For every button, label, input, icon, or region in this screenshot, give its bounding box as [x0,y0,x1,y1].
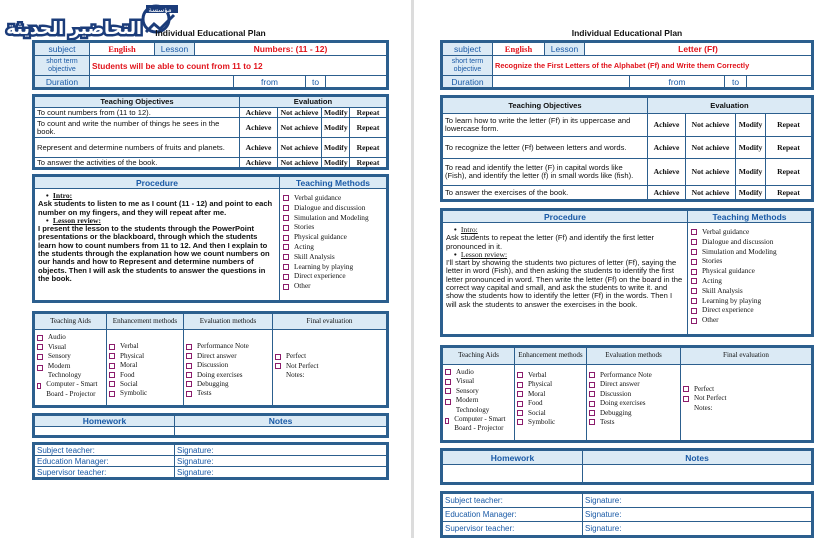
checkbox-icon[interactable] [691,259,697,265]
checkbox-icon[interactable] [186,372,192,378]
checkbox-icon[interactable] [186,344,192,350]
checkbox-icon[interactable] [691,249,697,255]
method-item: Simulation and Modeling [283,213,383,223]
lesson-title: Numbers: (11 - 12) [195,43,387,56]
checkbox-icon[interactable] [691,269,697,275]
method-item: Dialogue and discussion [283,203,383,213]
procedure-table [34,176,387,301]
eval-method-item: Doing exercises [197,370,243,379]
method-item: Verbal guidance [691,227,808,237]
header-table [34,42,387,88]
checkbox-icon[interactable] [691,318,697,324]
checkbox-icon[interactable] [683,386,689,392]
aid-item: Computer - Smart Board - Projector [46,380,98,398]
enhancement-item: Symbolic [120,389,148,398]
intro-text: Ask students to listen to me as I count (11 - 12) and point to each number on my fingers, and they will repeat after me. [38,199,273,217]
homework-table [442,450,812,483]
eval-method-item: Tests [197,389,212,398]
notes-header: Notes [583,451,812,465]
objective-item: To count and write the number of things he sees in the book. [35,118,240,138]
to-value [747,76,812,88]
enhancement-methods-header: Enhancement methods [107,314,184,330]
notes-value [175,427,387,436]
checkbox-icon[interactable] [589,419,595,425]
checkbox-icon[interactable] [589,372,595,378]
evaluation-methods-header: Evaluation methods [587,348,681,365]
method-item: Verbal guidance [283,193,383,203]
checkbox-icon[interactable] [683,396,689,402]
lesson-review-label: Lesson review: [52,215,102,225]
subject-label: subject [35,43,90,56]
checkbox-icon[interactable] [37,344,43,350]
enhancement-item: Verbal [120,342,139,351]
checkbox-icon[interactable] [283,244,289,250]
eval-repeat: Repeat [766,186,812,200]
logo-text-top: مؤسسة [148,6,172,14]
eval-method-item: Direct answer [600,380,640,389]
method-item: Simulation and Modeling [691,247,808,257]
eval-method-item: Discussion [600,389,632,398]
checkbox-icon[interactable] [445,379,451,385]
final-eval-item: Not Perfect [286,361,319,370]
eval-repeat: Repeat [350,138,387,158]
procedure-header: Procedure [443,211,688,223]
checkbox-icon[interactable] [109,363,115,369]
checkbox-icon[interactable] [517,410,523,416]
checkbox-icon[interactable] [589,391,595,397]
checkbox-icon[interactable] [275,354,281,360]
checkbox-icon[interactable] [275,363,281,369]
eval-modify: Modify [736,114,766,137]
checkbox-icon[interactable] [517,401,523,407]
checkbox-icon[interactable] [517,419,523,425]
eval-method-item: Debugging [197,380,229,389]
checkbox-icon[interactable] [283,274,289,280]
eval-modify: Modify [322,158,350,168]
homework-table [34,415,387,436]
checkbox-icon[interactable] [691,239,697,245]
eval-achieve: Achieve [648,159,686,186]
procedure-table [442,210,812,335]
to-label: to [306,76,326,88]
teaching-methods-header: Teaching Methods [280,177,387,189]
notes-header: Notes [175,416,387,427]
teaching-methods-list [280,189,387,301]
document-page-1 [0,0,411,538]
checkbox-icon[interactable] [445,388,451,394]
method-item: Stories [691,256,808,266]
checkbox-icon[interactable] [589,401,595,407]
objective-item: To learn how to write the letter (Ff) in its uppercase and lowercase form. [443,114,648,137]
eval-repeat: Repeat [350,158,387,168]
to-value [326,76,387,88]
homework-header: Homework [443,451,583,465]
intro-label: Intro: [460,225,478,234]
eval-not-achieve: Not achieve [278,108,322,118]
method-item: Other [691,315,808,325]
teaching-aids-list [35,330,107,406]
aid-item: Sensory [456,386,479,395]
eval-not-achieve: Not achieve [686,159,736,186]
checkbox-icon[interactable] [37,383,41,389]
eval-method-item: Performance Note [600,371,652,379]
checkbox-icon[interactable] [186,391,192,397]
aid-item: Audio [48,333,66,342]
supervisor-teacher-label: Supervisor teacher: [443,522,583,536]
checkbox-icon[interactable] [283,205,289,211]
checkbox-icon[interactable] [37,335,43,341]
eval-method-item: Discussion [197,361,229,370]
checkbox-icon[interactable] [186,381,192,387]
eval-method-item: Tests [600,418,615,427]
checkbox-icon[interactable] [109,372,115,378]
eval-modify: Modify [322,138,350,158]
signature-table [34,444,387,478]
teaching-objectives-header: Teaching Objectives [35,97,240,108]
subject-teacher-label: Subject teacher: [35,445,175,456]
checkbox-icon[interactable] [109,381,115,387]
checkbox-icon[interactable] [445,418,449,424]
signature-label: Signature: [175,467,387,478]
header-table [442,42,812,88]
eval-method-item: Direct answer [197,351,237,360]
final-eval-item: Perfect [694,385,715,393]
method-item: Other [283,281,383,291]
checkbox-icon[interactable] [445,399,451,405]
eval-repeat: Repeat [766,159,812,186]
short-term-objective: Recognize the First Letters of the Alphabet (Ff) and Write them Correctly [493,56,812,76]
eval-achieve: Achieve [648,114,686,137]
education-manager-label: Education Manager: [443,508,583,522]
lesson-review-label: Lesson review: [460,249,508,259]
enhancement-item: Social [528,408,546,417]
objectives-table [34,96,387,168]
eval-repeat: Repeat [766,137,812,159]
duration-value [493,76,630,88]
method-item: Skill Analysis [691,286,808,296]
enhancement-item: Moral [120,361,138,370]
checkbox-icon[interactable] [283,284,289,290]
checkbox-icon[interactable] [445,369,451,375]
procedure-header: Procedure [35,177,280,189]
eval-modify: Modify [736,159,766,186]
evaluation-methods-list [184,330,273,406]
lesson-review-text: I present the lesson to the students through the PowerPoint presentations or the blackboard, through which the students learn how to count numbers from 11 to 12. And then I explain to the students through the explanation how we count numbers on our hands and how to Represent and determine numbers of objects. Then I will ask the students to answer the questions in the book. [38,224,270,283]
eval-not-achieve: Not achieve [686,186,736,200]
method-item: Direct experience [691,305,808,315]
duration-value [90,76,234,88]
subject-label: subject [443,43,493,56]
checkbox-icon[interactable] [283,195,289,201]
eval-repeat: Repeat [350,108,387,118]
final-eval-item: Not Perfect [694,394,727,403]
eval-not-achieve: Not achieve [278,158,322,168]
eval-modify: Modify [736,186,766,200]
enhancement-item: Symbolic [528,418,556,427]
checkbox-icon[interactable] [283,264,289,270]
supervisor-teacher-label: Supervisor teacher: [35,467,175,478]
eval-modify: Modify [736,137,766,159]
aids-table [442,347,812,441]
aid-item: Audio [456,368,474,376]
eval-method-item: Debugging [600,408,632,417]
notes-value [583,465,812,483]
final-evaluation-header: Final evaluation [681,348,812,365]
plan-title: Individual Educational Plan [571,28,683,38]
objective-item: To answer the exercises of the book. [443,186,648,200]
teaching-objectives-header: Teaching Objectives [443,98,648,114]
homework-header: Homework [35,416,175,427]
from-label: from [630,76,725,88]
procedure-body: • Intro: Ask students to repeat the letter (Ff) and identify the first letter pronounced in it. • Lesson review: I'll start by showing the students two pictures of letter (Ff), saying the letter in word (Fish), and then asking the students to identify the first letter pronounced in word. Then write the letter (Ff) on the board in the correct way capital and small, and ask the students to write it. and show the students how to identify the letter (Ff) in the words. Then I will ask the students to answer the exercises in the book. [443,223,688,335]
final-evaluation-list [273,330,387,406]
duration-label: Duration [443,76,493,88]
evaluation-methods-header: Evaluation methods [184,314,273,330]
document-page-2 [414,0,831,538]
checkbox-icon[interactable] [517,372,523,378]
evaluation-methods-list [587,365,681,441]
method-item: Learning by playing [691,296,808,306]
checkbox-icon[interactable] [109,391,115,397]
plan-1 [32,26,389,480]
aid-item: Modern Technology [455,396,490,414]
enhancement-item: Food [120,370,135,379]
aid-item: Computer - Smart Board - Projector [454,415,506,433]
eval-not-achieve: Not achieve [686,137,736,159]
objective-item: To recognize the letter (Ff) between letters and words. [443,137,648,159]
checkbox-icon[interactable] [691,278,697,284]
homework-value [443,465,583,483]
final-eval-item: Perfect [286,352,307,361]
plan-2 [440,26,814,538]
plan-title: Individual Educational Plan [155,28,266,38]
method-item: Learning by playing [283,262,383,272]
checkbox-icon[interactable] [37,354,43,360]
enhancement-item: Food [528,399,543,408]
enhancement-item: Physical [528,380,553,389]
eval-not-achieve: Not achieve [278,138,322,158]
short-term-label: short term objective [35,56,90,76]
checkbox-icon[interactable] [691,298,697,304]
checkbox-icon[interactable] [283,225,289,231]
eval-method-item: Performance Note [197,342,249,351]
teaching-aids-header: Teaching Aids [443,348,515,365]
checkbox-icon[interactable] [186,353,192,359]
enhancement-item: Social [120,380,138,389]
eval-not-achieve: Not achieve [278,118,322,138]
eval-modify: Modify [322,118,350,138]
method-item: Physical guidance [691,266,808,276]
aid-item: Modern Technology [47,361,82,380]
objectives-table [442,97,812,200]
enhancement-item: Verbal [528,371,547,379]
evaluation-header: Evaluation [240,97,387,108]
eval-achieve: Achieve [240,138,278,158]
final-evaluation-list [681,365,812,441]
education-manager-label: Education Manager: [35,456,175,467]
method-item: Acting [283,242,383,252]
checkbox-icon[interactable] [589,382,595,388]
lesson-label: Lesson [545,43,585,56]
signature-label: Signature: [175,445,387,456]
checkbox-icon[interactable] [283,215,289,221]
lesson-review-text: I'll start by showing the students two pictures of letter (Ff), saying the letter in word (Fish), and then asking the students to identify the first letter pronounced in word. Then write the letter (Ff) on the board in the correct way capital and small, and ask the students to write it. and show the students how to identify the letter (Ff) in the words. Then I will ask the students to answer the exercises in the book. [446,258,683,309]
checkbox-icon[interactable] [517,382,523,388]
aid-item: Visual [48,342,67,351]
to-label: to [725,76,747,88]
from-label: from [234,76,306,88]
objective-item: To read and identify the letter (F) in capital words like (Fish), and identify the letter (f) in small words like (fish). [443,159,648,186]
aid-item: Sensory [48,352,71,361]
method-item: Physical guidance [283,232,383,242]
objective-item: Represent and determine numbers of fruits and planets. [35,138,240,158]
eval-repeat: Repeat [350,118,387,138]
aids-table [34,313,387,406]
checkbox-icon[interactable] [691,288,697,294]
teaching-methods-header: Teaching Methods [688,211,812,223]
objective-item: To answer the activities of the book. [35,158,240,168]
lesson-title: Letter (Ff) [585,43,812,56]
enhancement-item: Moral [528,389,546,398]
logo-text-main: التحاضير الحديثة [6,19,142,39]
signature-label: Signature: [583,494,812,508]
homework-value [35,427,175,436]
final-evaluation-header: Final evaluation [273,314,387,330]
checkbox-icon[interactable] [691,229,697,235]
short-term-objective: Students will be able to count from 11 to 12 [90,56,387,76]
final-eval-notes: Notes: [694,403,713,412]
enhancement-list [107,330,184,406]
method-item: Stories [283,222,383,232]
checkbox-icon[interactable] [37,365,43,371]
enhancement-methods-header: Enhancement methods [515,348,587,365]
eval-achieve: Achieve [240,108,278,118]
eval-modify: Modify [322,108,350,118]
evaluation-header: Evaluation [648,98,812,114]
eval-method-item: Doing exercises [600,399,646,408]
checkbox-icon[interactable] [691,308,697,314]
signature-label: Signature: [583,522,812,536]
teaching-aids-header: Teaching Aids [35,314,107,330]
checkbox-icon[interactable] [283,254,289,260]
method-item: Acting [691,276,808,286]
checkbox-icon[interactable] [109,344,115,350]
signature-label: Signature: [583,508,812,522]
subject-value: English [90,43,155,56]
teaching-methods-list [688,223,812,335]
checkbox-icon[interactable] [186,363,192,369]
eval-achieve: Achieve [240,118,278,138]
procedure-body: • Intro: Ask students to listen to me as I count (11 - 12) and point to each number on my fingers, and they will repeat after me. • Lesson review: I present the lesson to the students through the PowerPoint presentations or the blackboard, through which the students learn how to count numbers from 11 to 12. And then I explain to the students through the explanation how we count numbers on our hands and how to Represent and determine numbers of objects. Then I will ask the students to answer the questions in the book. [35,189,280,301]
intro-label: Intro: [52,191,73,200]
aid-item: Visual [456,377,475,386]
method-item: Direct experience [283,271,383,281]
checkbox-icon[interactable] [283,235,289,241]
lesson-label: Lesson [155,43,195,56]
eval-achieve: Achieve [648,186,686,200]
enhancement-list [515,365,587,441]
enhancement-item: Physical [120,351,145,360]
signature-label: Signature: [175,456,387,467]
subject-teacher-label: Subject teacher: [443,494,583,508]
teaching-aids-list [443,365,515,441]
checkbox-icon[interactable] [109,353,115,359]
eval-achieve: Achieve [240,158,278,168]
final-eval-notes: Notes: [286,371,305,380]
signature-table [442,493,812,536]
eval-achieve: Achieve [648,137,686,159]
eval-not-achieve: Not achieve [686,114,736,137]
checkbox-icon[interactable] [517,391,523,397]
duration-label: Duration [35,76,90,88]
eval-repeat: Repeat [766,114,812,137]
objective-item: To count numbers from (11 to 12). [35,108,240,118]
subject-value: English [493,43,545,56]
method-item: Skill Analysis [283,252,383,262]
short-term-label: short term objective [443,56,493,76]
method-item: Dialogue and discussion [691,237,808,247]
checkbox-icon[interactable] [589,410,595,416]
intro-text: Ask students to repeat the letter (Ff) and identify the first letter pronounced in it. [446,233,655,251]
